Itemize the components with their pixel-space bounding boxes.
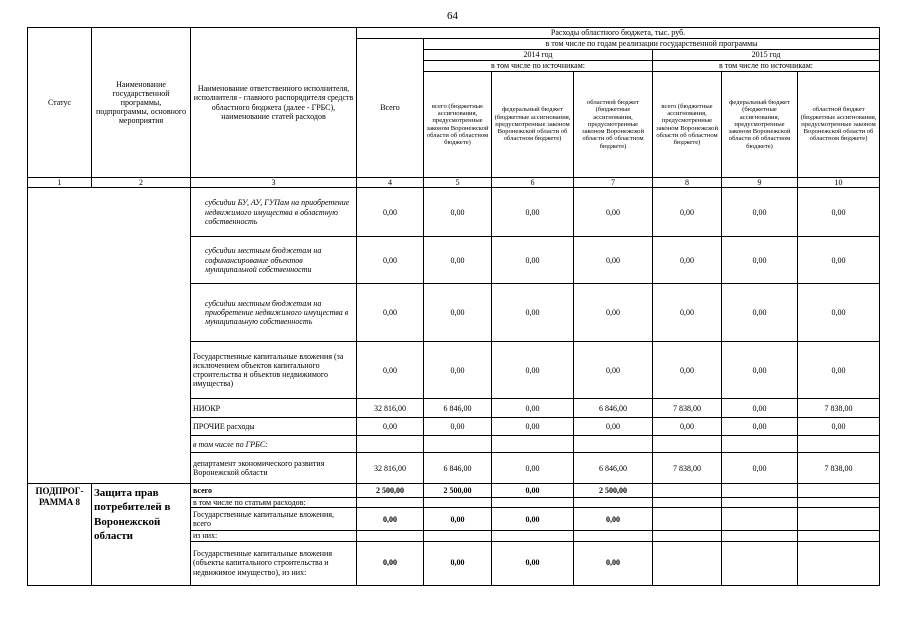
value-cell <box>492 531 574 541</box>
value-cell: 7 838,00 <box>798 399 880 418</box>
value-cell <box>653 498 722 508</box>
header-regional-2015: областной бюджет (бюджетные ассигнования, предусмотренные законом Воронежской области об областном бюджете) <box>798 72 880 178</box>
value-cell: 0,00 <box>574 342 653 399</box>
row-name: из них: <box>191 531 357 541</box>
value-cell: 2 500,00 <box>424 484 492 498</box>
page-number: 64 <box>447 10 458 22</box>
value-cell: 32 816,00 <box>357 453 424 484</box>
value-cell: 0,00 <box>424 237 492 284</box>
value-cell: 0,00 <box>357 508 424 531</box>
value-cell: 7 838,00 <box>653 399 722 418</box>
value-cell: 0,00 <box>798 342 880 399</box>
value-cell <box>722 541 798 585</box>
row-name: субсидии местным бюджетам на софинансирование объектов муниципальной собственности <box>191 237 357 284</box>
value-cell: 0,00 <box>653 188 722 237</box>
column-number: 4 <box>357 178 424 188</box>
row-name: субсидии местным бюджетам на приобретение недвижимого имущества в муниципальную собственность <box>191 284 357 342</box>
value-cell: 0,00 <box>357 342 424 399</box>
value-cell: 0,00 <box>722 418 798 436</box>
row-name: Государственные капитальные вложения (за исключением объектов капитального строительства и объектов недвижимого имущества) <box>191 342 357 399</box>
value-cell <box>653 541 722 585</box>
value-cell: 0,00 <box>798 188 880 237</box>
value-cell <box>574 498 653 508</box>
value-cell: 0,00 <box>492 342 574 399</box>
value-cell <box>492 436 574 453</box>
value-cell: 6 846,00 <box>424 399 492 418</box>
value-cell <box>722 531 798 541</box>
value-cell: 2 500,00 <box>574 484 653 498</box>
header-year-2014: 2014 год <box>424 50 653 61</box>
value-cell: 0,00 <box>357 418 424 436</box>
value-cell: 0,00 <box>574 237 653 284</box>
row-name: субсидии БУ, АУ, ГУПам на приобретение недвижимого имущества в областную собственность <box>191 188 357 237</box>
value-cell <box>722 498 798 508</box>
value-cell: 2 500,00 <box>357 484 424 498</box>
header-executor: Наименование ответственного исполнителя, исполнителя - главного распорядителя средств областного бюджета (далее - ГРБС), наименование статей расходов <box>191 28 357 178</box>
value-cell: 0,00 <box>653 237 722 284</box>
value-cell: 0,00 <box>574 508 653 531</box>
value-cell <box>722 436 798 453</box>
value-cell: 0,00 <box>798 237 880 284</box>
value-cell: 0,00 <box>574 418 653 436</box>
value-cell: 0,00 <box>492 284 574 342</box>
row-name: всего <box>191 484 357 498</box>
header-total: Всего <box>357 39 424 178</box>
value-cell: 0,00 <box>798 418 880 436</box>
value-cell: 0,00 <box>492 418 574 436</box>
value-cell <box>574 436 653 453</box>
column-number: 8 <box>653 178 722 188</box>
row-name: в том числе по ГРБС: <box>191 436 357 453</box>
value-cell: 0,00 <box>722 237 798 284</box>
value-cell <box>798 531 880 541</box>
value-cell <box>653 531 722 541</box>
value-cell: 0,00 <box>492 541 574 585</box>
value-cell <box>798 541 880 585</box>
value-cell: 0,00 <box>574 541 653 585</box>
header-expenses-title: Расходы областного бюджета, тыс. руб. <box>357 28 880 39</box>
value-cell: 0,00 <box>653 418 722 436</box>
value-cell: 6 846,00 <box>424 453 492 484</box>
value-cell: 0,00 <box>357 188 424 237</box>
value-cell: 0,00 <box>492 453 574 484</box>
header-federal-2014: федеральный бюджет (бюджетные ассигнования, предусмотренные законом Воронежской области об областном бюджете) <box>492 72 574 178</box>
row-name: НИОКР <box>191 399 357 418</box>
value-cell <box>798 436 880 453</box>
value-cell: 0,00 <box>653 284 722 342</box>
value-cell <box>357 436 424 453</box>
value-cell: 0,00 <box>722 284 798 342</box>
column-number: 5 <box>424 178 492 188</box>
value-cell: 0,00 <box>424 418 492 436</box>
value-cell: 7 838,00 <box>653 453 722 484</box>
value-cell: 0,00 <box>492 188 574 237</box>
value-cell: 0,00 <box>722 453 798 484</box>
row-name: департамент экономического развития Воронежской области <box>191 453 357 484</box>
value-cell: 0,00 <box>722 188 798 237</box>
value-cell <box>798 508 880 531</box>
value-cell: 32 816,00 <box>357 399 424 418</box>
value-cell: 0,00 <box>492 484 574 498</box>
table-row <box>28 188 880 237</box>
value-cell: 0,00 <box>424 284 492 342</box>
row-name: Государственные капитальные вложения (объекты капитального строительства и недвижимое имущество), из них: <box>191 541 357 585</box>
header-regional-2014: областной бюджет (бюджетные ассигнования, предусмотренные законом Воронежской области об областном бюджете) <box>574 72 653 178</box>
table-row <box>28 484 880 498</box>
value-cell <box>357 531 424 541</box>
value-cell <box>722 508 798 531</box>
value-cell <box>722 484 798 498</box>
header-all-2015: всего (бюджетные ассигнования, предусмотренные законом Воронежской области об областном бюджете) <box>653 72 722 178</box>
value-cell: 0,00 <box>357 284 424 342</box>
header-by-years: в том числе по годам реализации государственной программы <box>424 39 880 50</box>
value-cell <box>574 531 653 541</box>
header-sources-2014: в том числе по источникам: <box>424 61 653 72</box>
value-cell: 7 838,00 <box>798 453 880 484</box>
value-cell <box>653 508 722 531</box>
value-cell: 0,00 <box>492 237 574 284</box>
subprogram-name: Защита прав потребителей в Воронежской области <box>92 484 191 585</box>
value-cell <box>798 498 880 508</box>
header-program-name: Наименование государственной программы, подпрограммы, основного мероприятия <box>92 28 191 178</box>
header-all-2014: всего (бюджетные ассигнования, предусмотренные законом Воронежской области об областном бюджете) <box>424 72 492 178</box>
value-cell: 0,00 <box>357 237 424 284</box>
value-cell: 0,00 <box>574 284 653 342</box>
header-year-2015: 2015 год <box>653 50 880 61</box>
value-cell <box>492 498 574 508</box>
column-number: 6 <box>492 178 574 188</box>
value-cell <box>357 498 424 508</box>
value-cell: 0,00 <box>722 399 798 418</box>
value-cell: 0,00 <box>574 188 653 237</box>
value-cell: 0,00 <box>722 342 798 399</box>
value-cell <box>798 484 880 498</box>
header-sources-2015: в том числе по источникам: <box>653 61 880 72</box>
header-federal-2015: федеральный бюджет (бюджетные ассигнования, предусмотренные законом Воронежской области об областном бюджете) <box>722 72 798 178</box>
value-cell <box>424 531 492 541</box>
value-cell: 6 846,00 <box>574 399 653 418</box>
value-cell: 0,00 <box>798 284 880 342</box>
subprogram-status: ПОДПРОГ-РАММА 8 <box>28 484 92 585</box>
column-number: 1 <box>28 178 92 188</box>
value-cell <box>424 436 492 453</box>
column-number: 3 <box>191 178 357 188</box>
value-cell: 0,00 <box>357 541 424 585</box>
value-cell <box>424 498 492 508</box>
header-status: Статус <box>28 28 92 178</box>
value-cell: 0,00 <box>424 541 492 585</box>
row-name: в том числе по статьям расходов: <box>191 498 357 508</box>
empty-status-cell <box>28 188 191 484</box>
budget-table <box>27 27 880 586</box>
value-cell <box>653 484 722 498</box>
column-number: 2 <box>92 178 191 188</box>
row-name: Государственные капитальные вложения, всего <box>191 508 357 531</box>
value-cell: 0,00 <box>492 508 574 531</box>
column-number: 7 <box>574 178 653 188</box>
value-cell: 6 846,00 <box>574 453 653 484</box>
value-cell: 0,00 <box>424 508 492 531</box>
value-cell: 0,00 <box>424 188 492 237</box>
column-number: 9 <box>722 178 798 188</box>
value-cell <box>653 436 722 453</box>
value-cell: 0,00 <box>424 342 492 399</box>
column-number: 10 <box>798 178 880 188</box>
row-name: ПРОЧИЕ расходы <box>191 418 357 436</box>
value-cell: 0,00 <box>653 342 722 399</box>
value-cell: 0,00 <box>492 399 574 418</box>
